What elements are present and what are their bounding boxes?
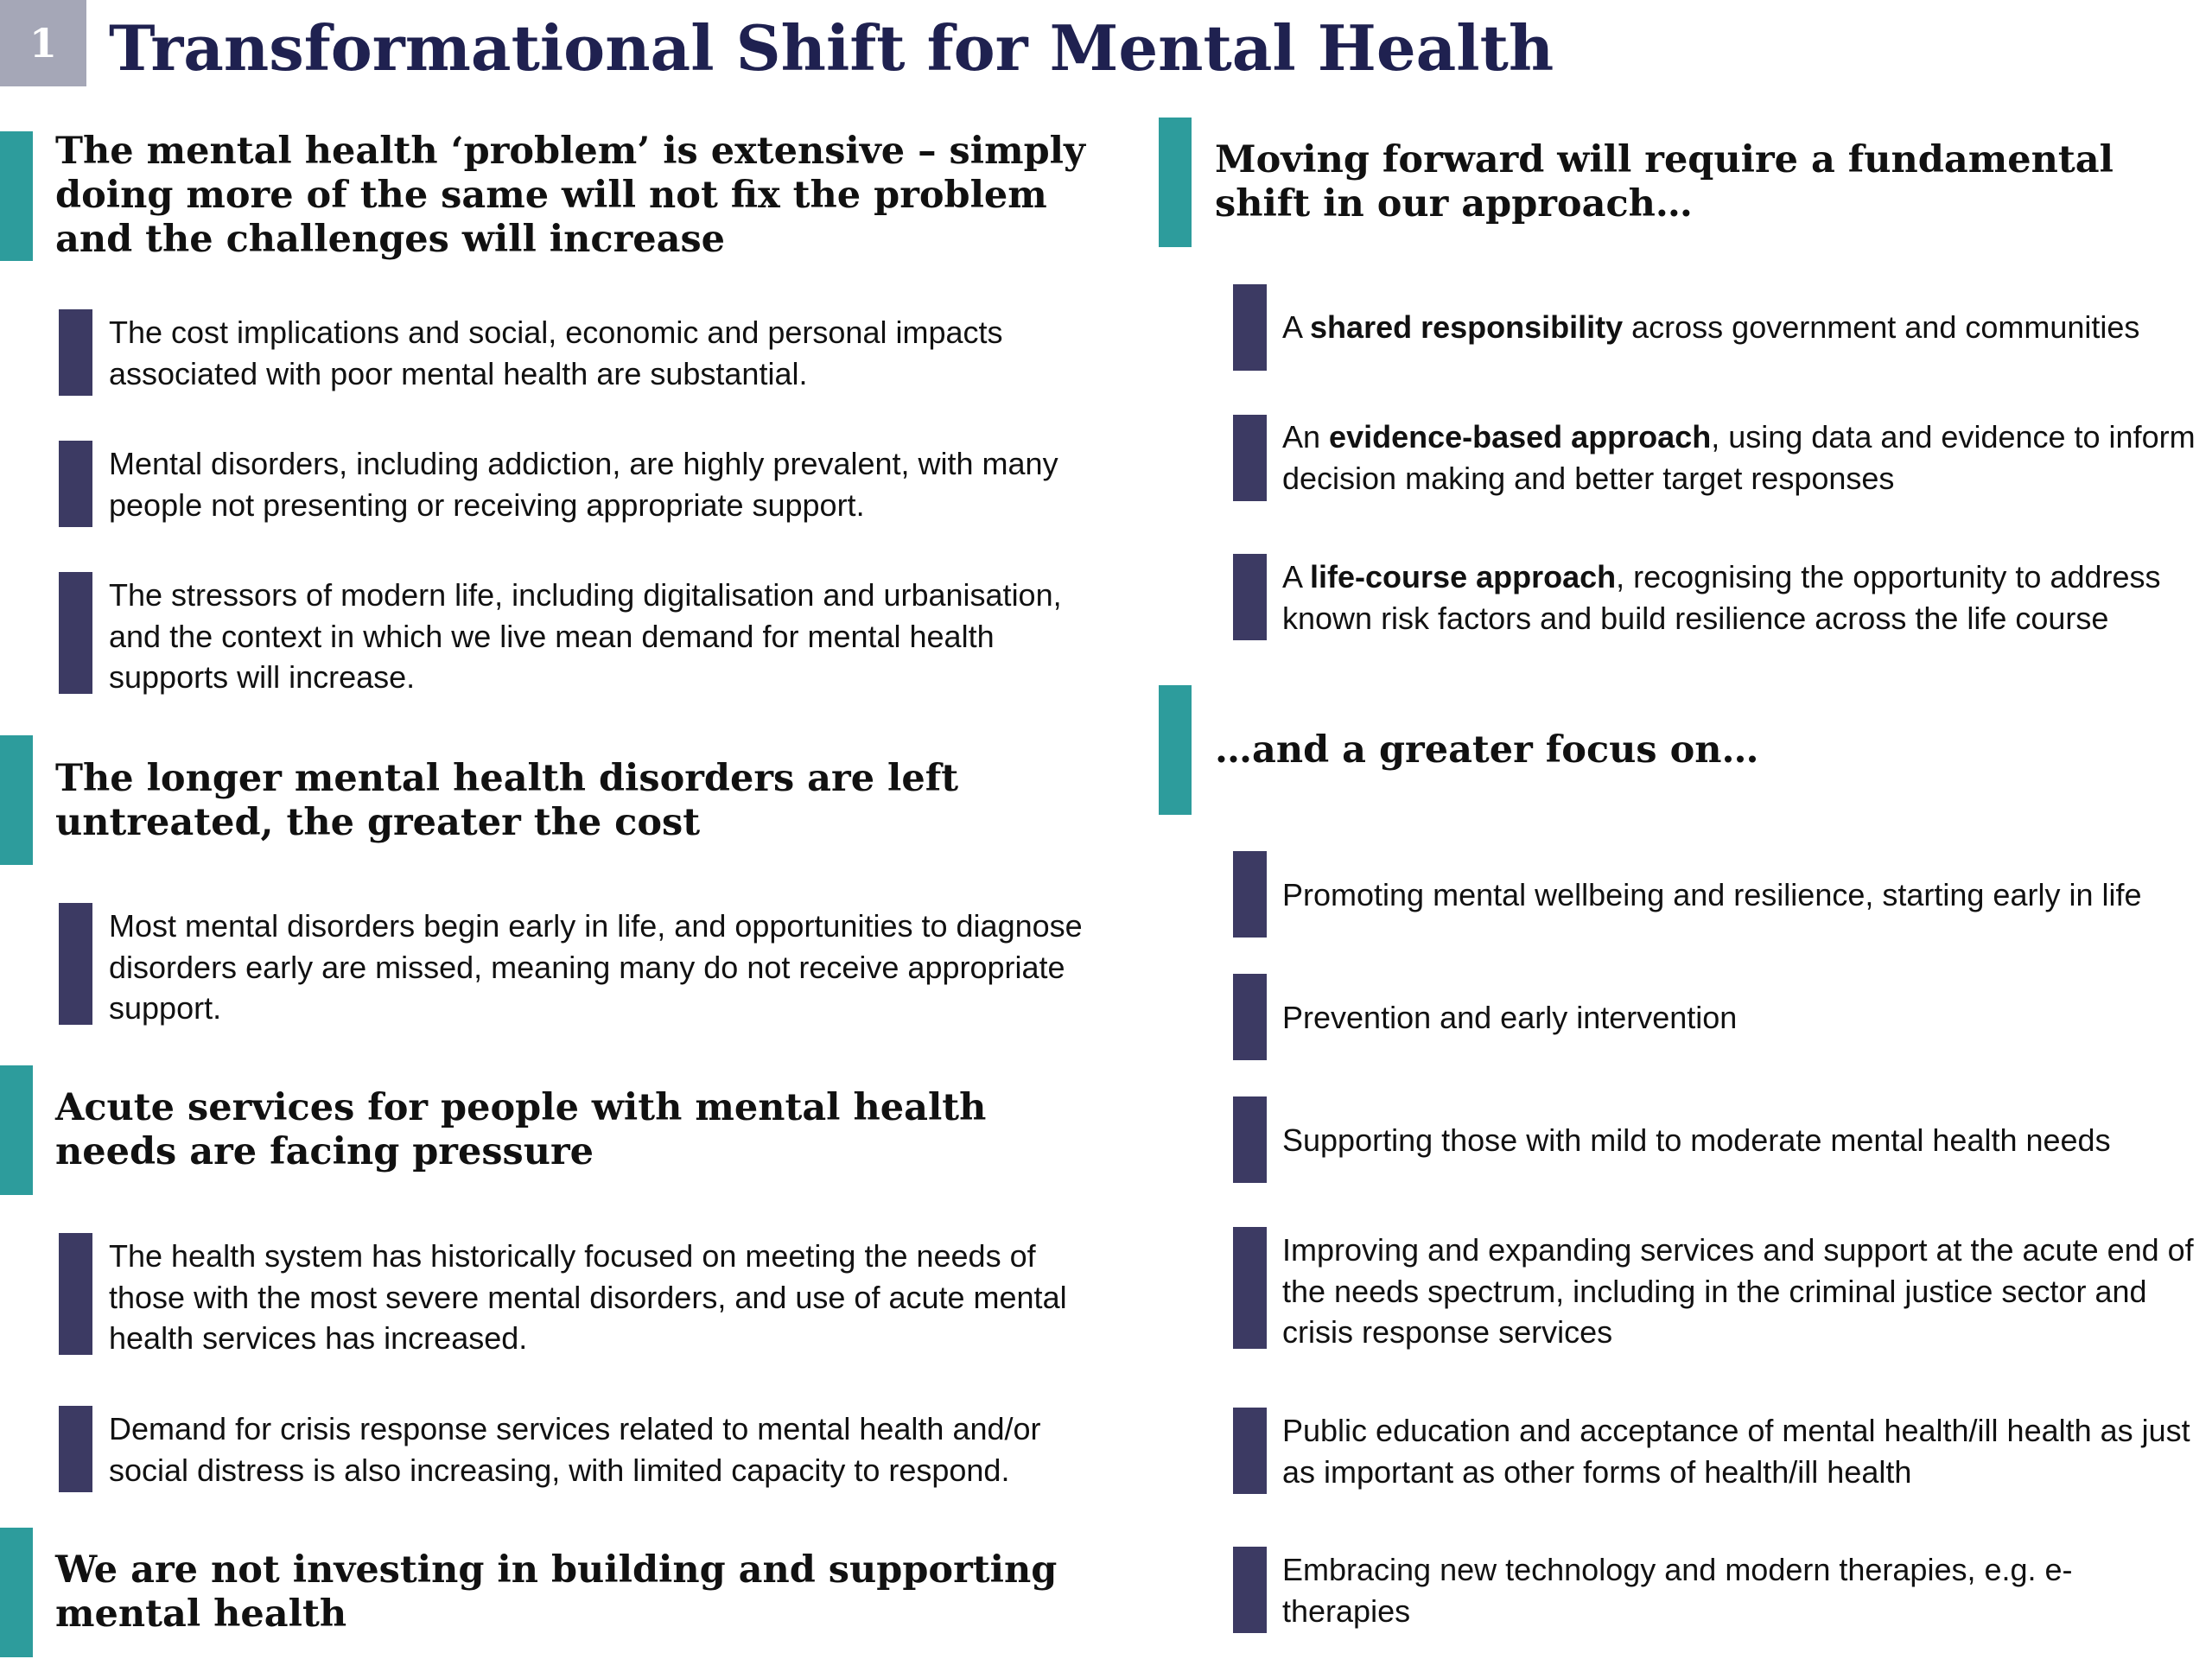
list-item: The health system has historically focused on meeting the needs of those with the most severe mental disorders, and use of acute mental health services has increased. — [109, 1238, 1067, 1356]
list-item — [1282, 307, 2207, 348]
bullet-bar — [1233, 1096, 1267, 1183]
list-item: Supporting those with mild to moderate mental health needs — [1282, 1122, 2111, 1158]
list-item: Improving and expanding services and support at the acute end of the needs spectrum, including in the criminal justice sector and crisis response services — [1282, 1232, 2194, 1350]
bullet-bar — [1233, 851, 1267, 938]
bullet-bar — [59, 1233, 92, 1355]
bullet-bar — [59, 441, 92, 527]
item-pre: An — [1282, 419, 1330, 454]
section-heading-untreated: The longer mental health disorders are left untreated, the greater the cost — [55, 757, 959, 844]
section-marker — [1159, 118, 1192, 247]
list-item: Public education and acceptance of mental health/ill health as just as important as other forms of health/ill health — [1282, 1413, 2190, 1490]
bullet-bar — [1233, 284, 1267, 371]
bullet-bar — [59, 572, 92, 694]
list-item: The stressors of modern life, including digitalisation and urbanisation, and the context in which we live mean demand for mental health supports will increase. — [109, 577, 1062, 695]
section-marker — [0, 1065, 33, 1195]
bullet-bar — [59, 903, 92, 1025]
item-bold: evidence-based approach — [1329, 419, 1712, 454]
list-item — [1282, 416, 2207, 499]
slide-number-badge: 1 — [0, 0, 86, 86]
list-item: The cost implications and social, economic and personal impacts associated with poor mental health are substantial. — [109, 315, 1003, 391]
page-title: Transformational Shift for Mental Health — [109, 11, 1554, 85]
section-heading-acute: Acute services for people with mental health needs are facing pressure — [55, 1086, 987, 1173]
item-pre: A — [1282, 309, 1311, 345]
list-item: Mental disorders, including addiction, are highly prevalent, with many people not presenting or receiving appropriate support. — [109, 446, 1058, 523]
item-bold: life-course approach — [1310, 559, 1617, 594]
bullet-bar — [1233, 415, 1267, 501]
section-heading-investing: We are not investing in building and supporting mental health — [55, 1548, 1058, 1636]
list-item: Most mental disorders begin early in life, and opportunities to diagnose disorders early are missed, meaning many do not receive appropriate support. — [109, 908, 1083, 1026]
bullet-bar — [59, 1406, 92, 1492]
section-heading-problem: The mental health ‘problem’ is extensive – simply doing more of the same will not fix the problem and the challenges will increase — [55, 130, 1085, 261]
bullet-bar — [1233, 974, 1267, 1060]
bullet-bar — [1233, 1408, 1267, 1494]
bullet-bar — [59, 309, 92, 396]
item-post: across government and communities — [1623, 309, 2140, 345]
list-item — [1282, 556, 2207, 639]
section-heading-focus: …and a greater focus on… — [1215, 728, 1759, 772]
bullet-bar — [1233, 1227, 1267, 1349]
list-item: Promoting mental wellbeing and resilience, starting early in life — [1282, 877, 2142, 912]
item-bold: shared responsibility — [1310, 309, 1624, 345]
section-marker — [0, 735, 33, 865]
list-item: Embracing new technology and modern therapies, e.g. e-therapies — [1282, 1552, 2073, 1629]
item-post: , recognising the opportunity to address known risk factors and build resilience across the life course — [1282, 559, 2161, 636]
list-item: Demand for crisis response services related to mental health and/or social distress is also increasing, with limited capacity to respond. — [109, 1411, 1041, 1488]
bullet-bar — [1233, 1547, 1267, 1633]
section-heading-shift: Moving forward will require a fundamental shift in our approach… — [1215, 138, 2113, 226]
item-pre: A — [1282, 559, 1311, 594]
section-marker — [0, 131, 33, 261]
bullet-bar — [1233, 554, 1267, 640]
section-marker — [1159, 685, 1192, 815]
item-post: , using data and evidence to inform decision making and better target responses — [1282, 419, 2196, 496]
section-marker — [0, 1528, 33, 1657]
list-item: Prevention and early intervention — [1282, 1000, 1738, 1035]
